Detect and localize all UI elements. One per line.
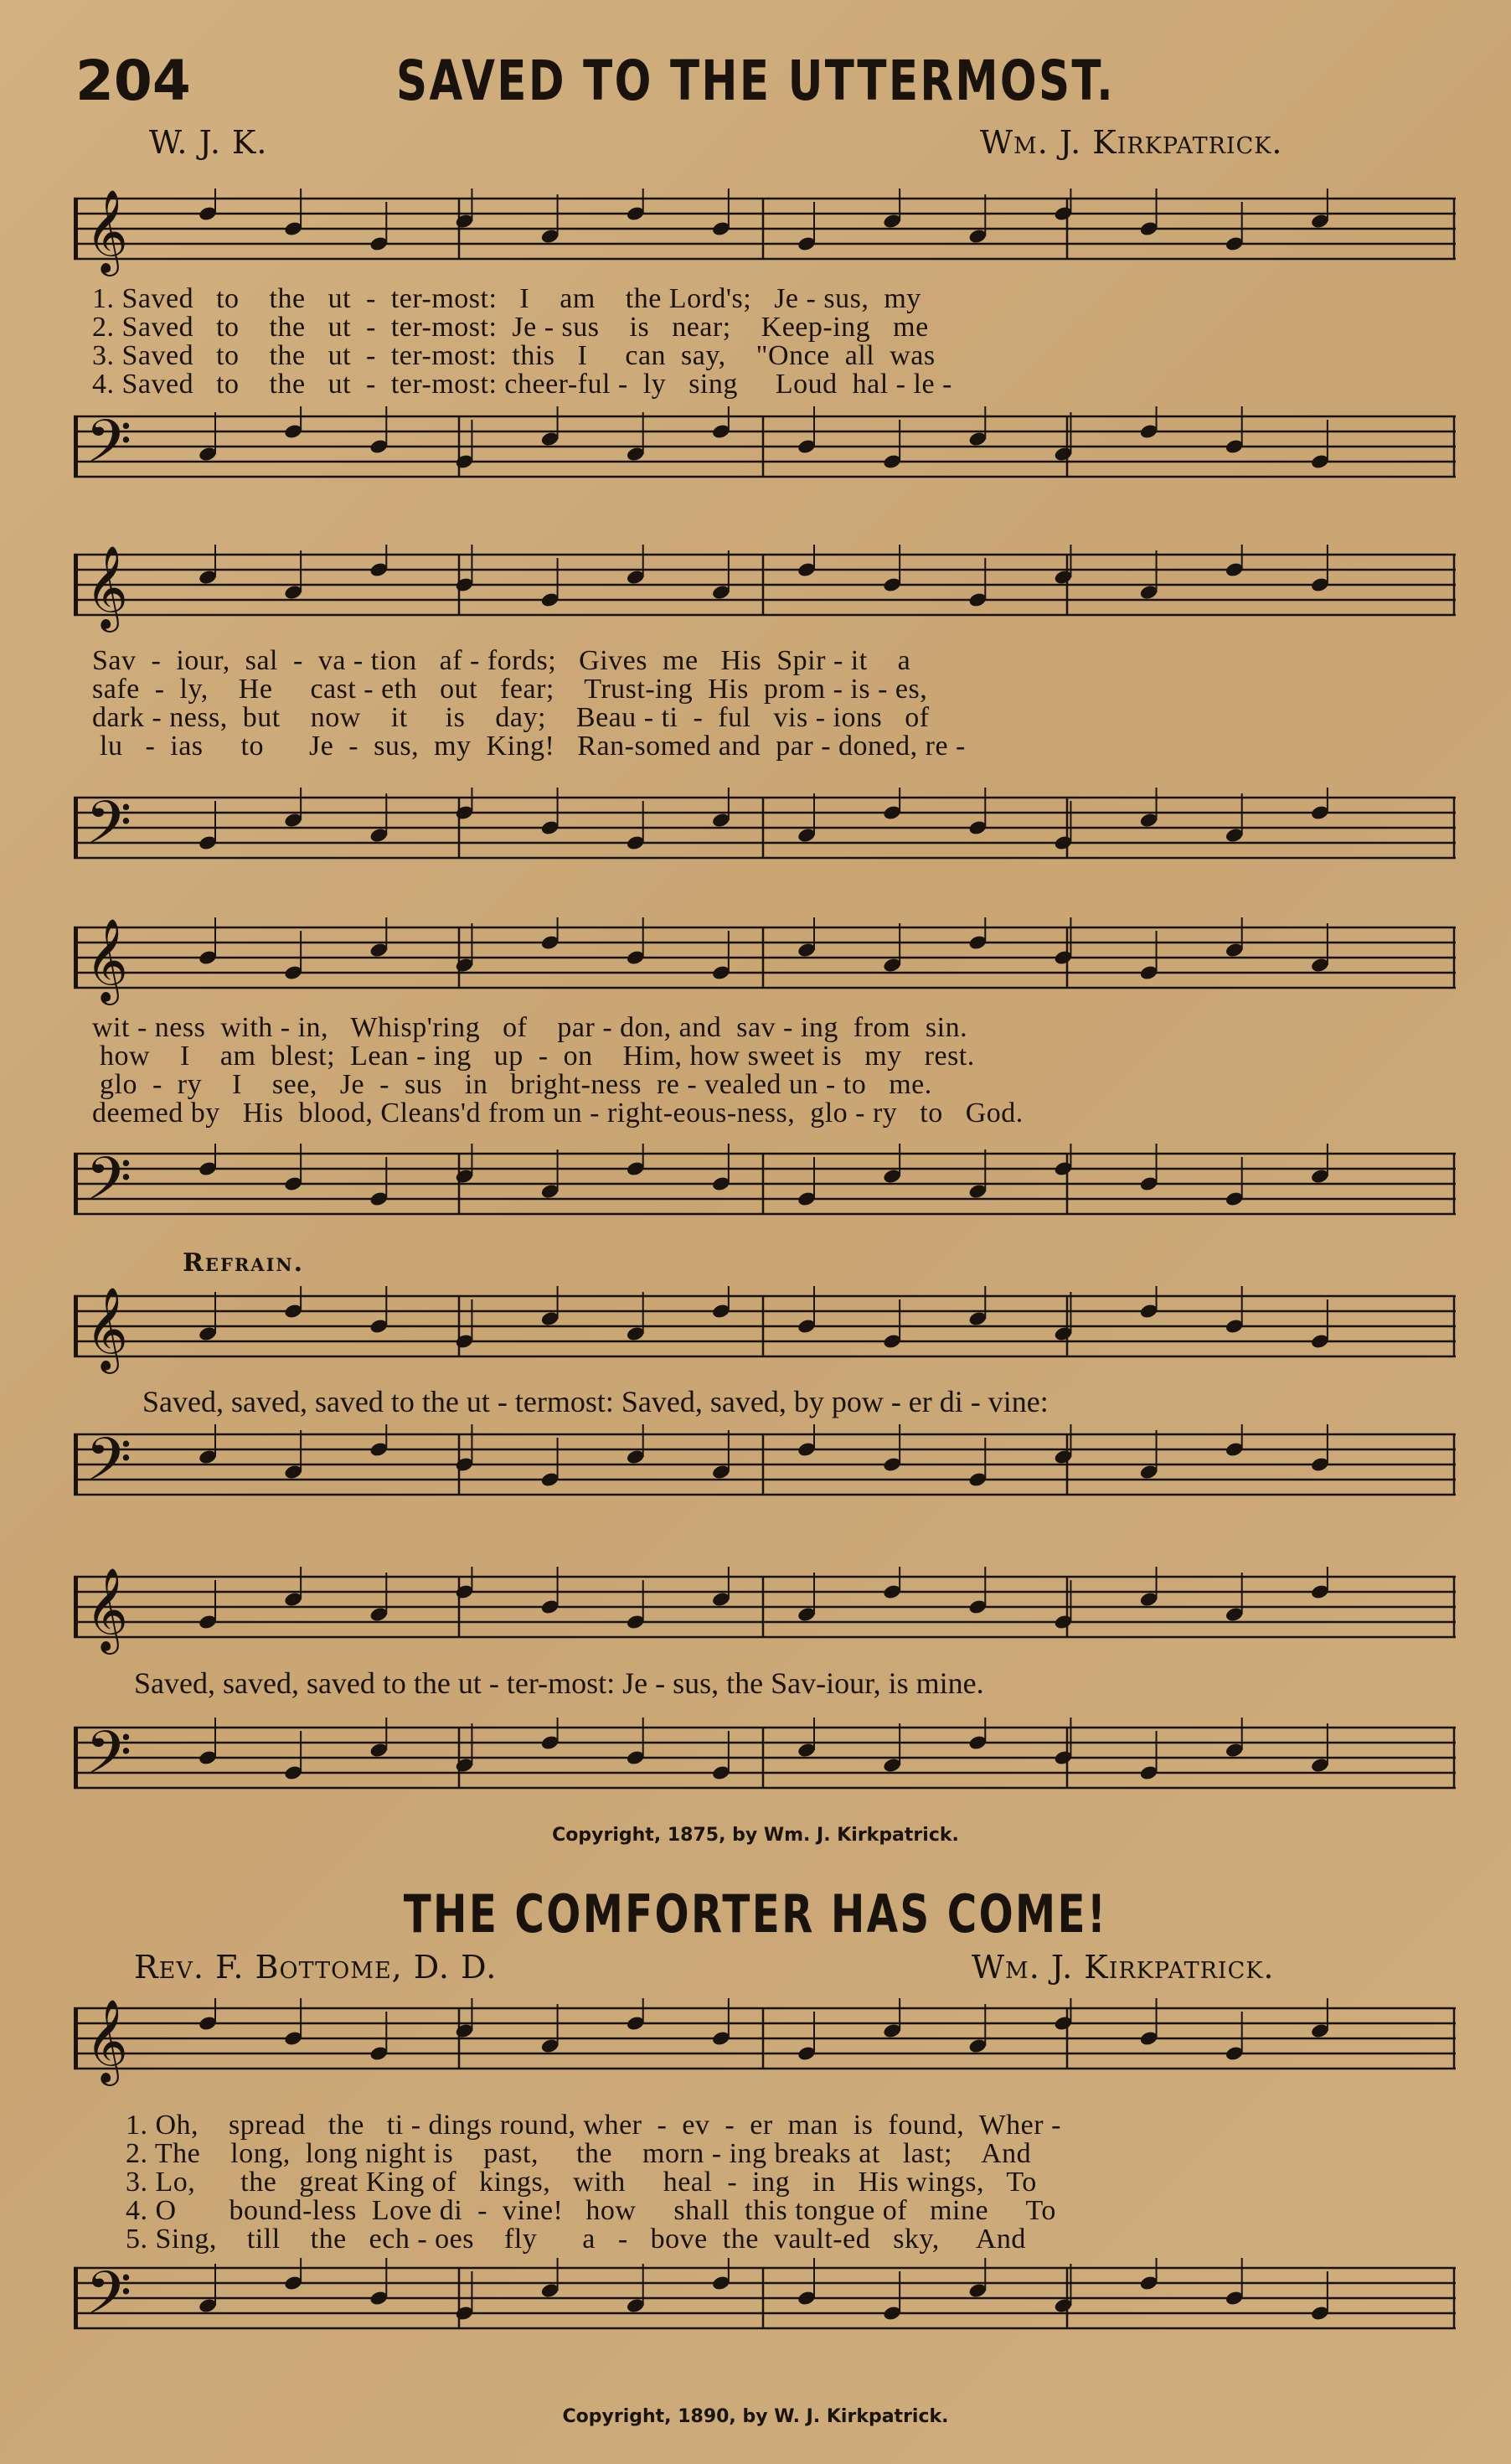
- lyric-verse-1: 1. Oh, spread the ti - dings round, wher - ev - er man is found, Wher -: [126, 2110, 1061, 2141]
- svg-text:𝄞: 𝄞: [85, 545, 128, 629]
- hymn2-copyright: Copyright, 1890, by W. J. Kirkpatrick.: [562, 2406, 949, 2427]
- svg-text:𝄞: 𝄞: [85, 1568, 128, 1651]
- bass-staff: [74, 1144, 1456, 1236]
- hymn2-title: THE COMFORTER HAS COME!: [403, 1883, 1108, 1945]
- lyric-verse-5: 5. Sing, till the ech - oes fly a - bove the vault-ed sky, And: [126, 2224, 1026, 2255]
- hymn2-lyrics-block: [126, 2111, 1483, 2254]
- hymn1-lyrics-block-3: [92, 1014, 1449, 1128]
- treble-staff: [74, 1286, 1456, 1378]
- svg-text:𝄞: 𝄞: [85, 918, 128, 1002]
- hymn2-lyricist: Rev. F. Bottome, D. D.: [134, 1949, 498, 1986]
- lyric-verse-4: 4. O bound-less Love di - vine! how shall this tongue of mine To: [126, 2195, 1056, 2226]
- lyric-verse-1: 1. Saved to the ut - ter-most: I am the Lord's; Je - sus, my: [92, 283, 921, 314]
- hymn2-composer: Wm. J. Kirkpatrick.: [972, 1949, 1275, 1986]
- lyric-verse-3: dark - ness, but now it is day; Beau - ti - ful vis - ions of: [92, 702, 930, 733]
- treble-staff: [74, 545, 1456, 637]
- hymn1-lyricist: W. J. K.: [149, 124, 268, 161]
- lyric-verse-3: glo - ry I see, Je - sus in bright-ness re - vealed un - to me.: [92, 1069, 932, 1100]
- refrain-lyric-line-1: Saved, saved, saved to the ut - termost: Saved, saved, by pow - er di - vine:: [142, 1385, 1049, 1418]
- svg-text:𝄢: 𝄢: [85, 407, 132, 491]
- treble-staff: [74, 1567, 1456, 1659]
- svg-text:𝄢: 𝄢: [85, 1144, 132, 1228]
- lyric-verse-2: safe - ly, He cast - eth out fear; Trust-ing His prom - is - es,: [92, 674, 928, 705]
- refrain-label: Refrain.: [183, 1248, 305, 1278]
- hymn1-copyright: Copyright, 1875, by Wm. J. Kirkpatrick.: [552, 1825, 959, 1846]
- lyric-verse-1: Sav - iour, sal - va - tion af - fords; Gives me His Spir - it a: [92, 645, 911, 676]
- svg-text:𝄢: 𝄢: [85, 1425, 132, 1509]
- hymn1-title: SAVED TO THE UTTERMOST.: [396, 49, 1115, 113]
- treble-staff: [74, 189, 1456, 281]
- lyric-verse-4: 4. Saved to the ut - ter-most: cheer-ful - ly sing Loud hal - le -: [92, 369, 952, 400]
- lyric-verse-3: 3. Saved to the ut - ter-most: this I can say, "Once all was: [92, 340, 936, 371]
- svg-text:𝄢: 𝄢: [85, 1718, 132, 1802]
- lyric-verse-4: lu - ias to Je - sus, my King! Ran-somed and par - doned, re -: [92, 731, 966, 762]
- bass-staff: [74, 1718, 1456, 1810]
- hymn1-lyrics-block-2: [92, 647, 1449, 761]
- bass-staff: [74, 2258, 1456, 2350]
- svg-text:𝄢: 𝄢: [85, 788, 132, 872]
- lyric-verse-1: wit - ness with - in, Whisp'ring of par - don, and sav - ing from sin.: [92, 1012, 968, 1043]
- bass-staff: [74, 406, 1456, 498]
- hymn1-lyrics-block-1: [92, 285, 1449, 399]
- bass-staff: [74, 1424, 1456, 1516]
- lyric-verse-4: deemed by His blood, Cleans'd from un - right-eous-ness, glo - ry to God.: [92, 1098, 1024, 1129]
- svg-text:𝄞: 𝄞: [85, 1287, 128, 1371]
- treble-staff: [74, 1998, 1456, 2090]
- lyric-verse-2: 2. The long, long night is past, the morn - ing breaks at last; And: [126, 2138, 1032, 2169]
- bass-staff: [74, 788, 1456, 880]
- lyric-verse-3: 3. Lo, the great King of kings, with heal - ing in His wings, To: [126, 2167, 1037, 2198]
- hymn1-composer: Wm. J. Kirkpatrick.: [980, 124, 1283, 161]
- svg-text:𝄞: 𝄞: [85, 189, 128, 273]
- svg-text:𝄢: 𝄢: [85, 2259, 132, 2343]
- page-number: 204: [75, 49, 191, 113]
- svg-text:𝄞: 𝄞: [85, 1999, 128, 2083]
- treble-staff: [74, 917, 1456, 1010]
- lyric-verse-2: how I am blest; Lean - ing up - on Him, how sweet is my rest.: [92, 1041, 975, 1072]
- refrain-lyric-line-2: Saved, saved, saved to the ut - ter-most: Je - sus, the Sav-iour, is mine.: [134, 1666, 984, 1700]
- lyric-verse-2: 2. Saved to the ut - ter-most: Je - sus is near; Keep-ing me: [92, 312, 929, 343]
